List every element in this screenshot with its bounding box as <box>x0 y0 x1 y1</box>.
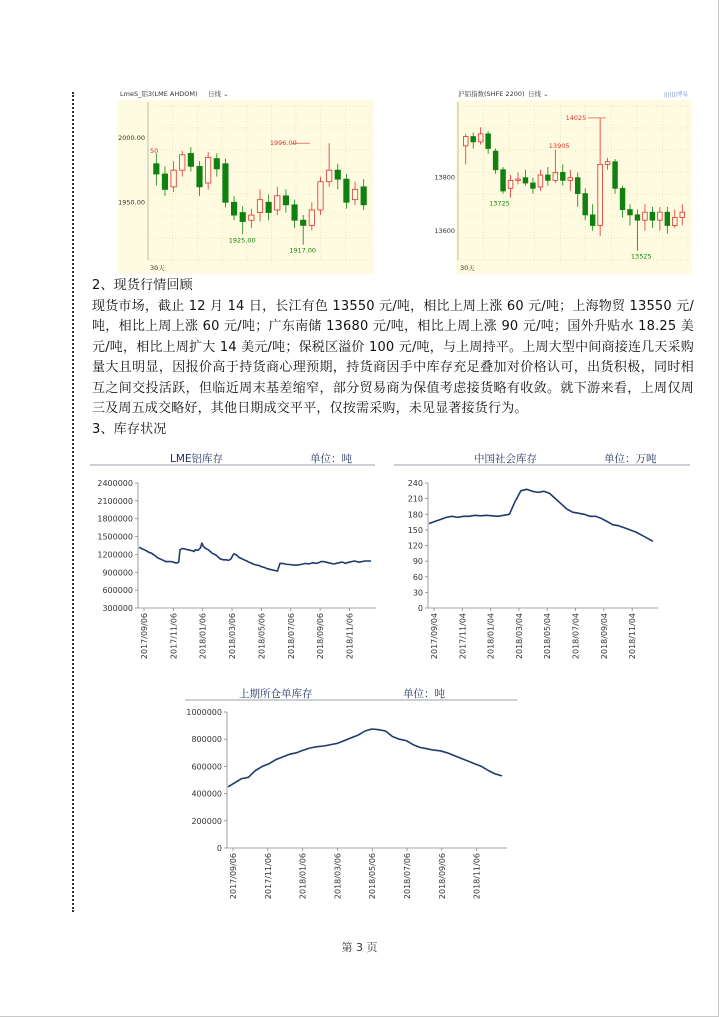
lme-aluminum-kline-panel <box>118 86 374 274</box>
chart-x-tick: 2018/07/06 <box>286 613 296 660</box>
shfe-aluminum-kline-panel <box>434 86 692 274</box>
chart-title: LME铝库存 <box>170 453 224 465</box>
chart-y-tick: 240 <box>407 479 423 488</box>
kline-title: 沪铝指数(SHFE 2200) <box>458 90 525 98</box>
kline-candle-body <box>501 170 506 191</box>
kline-y-tick: 13600 <box>434 226 455 235</box>
chart-y-tick: 1000000 <box>186 708 222 717</box>
kline-title: LmeS_铝3(LME AHDOM) <box>120 90 198 98</box>
lme-kline-svg <box>118 86 374 274</box>
china-social-inventory-chart <box>392 445 692 670</box>
kline-candle-body <box>249 215 254 220</box>
kline-candle-body <box>214 159 219 169</box>
chart-y-tick: 900000 <box>102 568 133 578</box>
chart-x-tick: 2018/09/04 <box>599 613 609 660</box>
chart-x-tick: 2018/05/06 <box>368 853 378 900</box>
kline-candle-body <box>590 215 595 226</box>
kline-candle-body <box>180 155 185 170</box>
kline-annotation: 1917.00 <box>289 246 317 255</box>
kline-candle-body <box>318 182 323 210</box>
chart-y-tick: 0 <box>417 604 423 613</box>
kline-candle-body <box>188 153 193 166</box>
chart-x-tick: 2017/09/06 <box>229 853 238 900</box>
kline-candle-body <box>650 212 655 220</box>
chart-unit: 单位：万吨 <box>604 453 657 465</box>
kline-period: 日线 ⌄ <box>208 90 229 98</box>
kline-annotation: 50 <box>150 146 159 155</box>
kline-candle-body <box>326 170 331 182</box>
chart-y-tick: 1200000 <box>97 550 133 560</box>
kline-plot-bg <box>118 100 374 274</box>
kline-candle-body <box>613 162 618 189</box>
kline-candle-body <box>309 210 314 225</box>
chart-y-tick: 1500000 <box>97 532 133 542</box>
kline-candle-body <box>361 187 366 205</box>
chart-series-line <box>228 729 502 787</box>
chart-series-line <box>139 543 371 571</box>
kline-candle-body <box>620 188 625 209</box>
chart-y-tick: 200000 <box>191 816 222 826</box>
kline-candle-body <box>493 151 498 170</box>
chart-y-tick: 400000 <box>191 789 222 799</box>
chart-y-tick: 800000 <box>191 735 222 745</box>
chart-y-tick: 600000 <box>102 586 133 596</box>
kline-candle-body <box>658 212 663 220</box>
kline-candle-body <box>154 164 159 174</box>
chart-unit: 单位：吨 <box>310 453 352 465</box>
kline-candle-body <box>531 183 536 188</box>
kline-candle-body <box>171 170 176 187</box>
chart-x-tick: 2018/07/04 <box>571 613 581 660</box>
kline-y-tick: 13800 <box>434 173 455 182</box>
kline-annotation: 13525 <box>630 252 652 261</box>
spot-market-section <box>92 276 694 440</box>
kline-annotation: 1996.00 <box>269 139 297 148</box>
chart-x-tick: 2017/11/06 <box>169 613 179 660</box>
kline-y-tick: 1950.00 <box>118 198 145 207</box>
kline-logo: |||||||博易 <box>664 92 688 98</box>
kline-candle-body <box>275 196 280 210</box>
chart-unit: 单位：吨 <box>403 688 445 700</box>
spot-market-paragraph: 现货市场，截止 12 月 14 日，长江有色 13550 元/吨，相比上周上涨 60 元/吨；上海物贸 13550 元/吨，相比上周上涨 60 元/吨；广东南储 13680 元/吨，相比上周上涨 90 元/吨；国外升贴水 18.25 美元/吨，相比上周扩大 14 美元/吨；保税区溢价 100 元/吨，与上周持平。上周大型中间商接连几天采购量大且明显，因报价高于持货商心理预期，持货商因手中库存充足叠加对价格认可，出货积极，同时相互之间交投活跃，但临近周末基差缩窄，部分贸易商为保值考虑接货略有收敛。就下游来看，上周仅周三及周五成交略好，其他日期成交平平，仅按需采购，未见显著接货行为。 <box>92 298 694 416</box>
kline-candle-body <box>672 218 677 226</box>
kline-candle-body <box>643 212 648 220</box>
chart-y-tick: 300000 <box>102 604 133 613</box>
kline-candle-body <box>335 170 340 179</box>
chart-x-tick: 2018/07/06 <box>403 853 413 900</box>
chart-x-tick: 2018/01/04 <box>486 613 496 660</box>
kline-candle-body <box>486 134 491 149</box>
shfe-kline-svg <box>434 86 692 274</box>
lme-inventory-chart <box>90 445 380 670</box>
kline-y-tick: 2000.00 <box>118 134 145 143</box>
chart-x-tick: 2018/01/06 <box>298 853 308 900</box>
chart-title: 上期所仓单库存 <box>239 688 313 700</box>
chart-y-tick: 1800000 <box>97 514 133 524</box>
kline-candle-body <box>598 164 603 225</box>
chart-y-tick: 120 <box>407 541 423 551</box>
kline-bottom-label: 30天 <box>460 264 475 272</box>
chart-y-tick: 2100000 <box>97 496 133 506</box>
chart-x-tick: 2018/03/06 <box>333 853 343 900</box>
kline-annotation: 14025 <box>565 113 587 122</box>
chart-y-tick: 60 <box>412 572 423 582</box>
chart-x-tick: 2018/05/04 <box>543 613 553 660</box>
chart-x-tick: 2018/09/06 <box>437 853 447 900</box>
kline-candle-body <box>162 174 167 189</box>
kline-candle-body <box>523 178 528 183</box>
shfe-warrant-inventory-chart <box>185 680 520 910</box>
kline-candle-body <box>240 213 245 222</box>
kline-annotation: 1925.00 <box>228 236 256 245</box>
chart-x-tick: 2017/11/04 <box>458 613 468 660</box>
kline-candle-body <box>583 194 588 215</box>
kline-plot-bg <box>456 100 692 274</box>
kline-candle-body <box>463 137 468 146</box>
page-number: 第 3 页 <box>341 941 378 954</box>
chart-y-tick: 90 <box>412 557 423 567</box>
kline-candle-body <box>197 166 202 187</box>
chart-x-tick: 2018/11/06 <box>472 853 482 900</box>
chart-y-tick: 210 <box>407 494 423 504</box>
kline-candle-body <box>516 179 521 180</box>
kline-candle-body <box>680 212 685 217</box>
chart-x-tick: 2018/11/06 <box>345 613 355 660</box>
chart-series-line <box>429 489 653 541</box>
kline-candle-body <box>575 178 580 194</box>
chart-x-tick: 2018/05/06 <box>257 613 267 660</box>
chart-title: 中国社会库存 <box>474 453 537 465</box>
chart-y-tick: 0 <box>216 844 222 853</box>
kline-candle-body <box>257 200 262 213</box>
chart-x-tick: 2018/09/06 <box>316 613 326 660</box>
kline-candle-body <box>231 202 236 215</box>
kline-candle-body <box>471 137 476 142</box>
chart-y-tick: 600000 <box>191 762 222 772</box>
kline-candle-body <box>628 210 633 215</box>
kline-bottom-label: 30天 <box>150 264 165 272</box>
kline-candle-body <box>560 172 565 180</box>
kline-candle-body <box>538 175 543 187</box>
kline-candle-body <box>223 164 228 203</box>
section-heading-spot: 2、现货行情回顾 <box>92 278 193 293</box>
kline-candle-body <box>266 202 271 212</box>
kline-period: 日线 ⌄ <box>528 90 549 98</box>
chart-x-tick: 2017/09/06 <box>140 613 149 660</box>
chart-x-tick: 2018/11/04 <box>628 613 638 660</box>
kline-annotation: 13905 <box>548 141 570 150</box>
kline-candle-body <box>605 162 610 165</box>
section-heading-inventory: 3、库存状况 <box>92 421 167 437</box>
kline-candle-body <box>546 175 551 180</box>
kline-candle-body <box>478 134 483 142</box>
chart-y-tick: 2400000 <box>97 479 133 488</box>
chart-x-tick: 2018/03/04 <box>514 613 524 660</box>
chart-y-tick: 30 <box>412 588 423 598</box>
kline-candle-body <box>508 180 513 188</box>
kline-candle-body <box>283 196 288 205</box>
kline-candle-body <box>665 212 670 225</box>
margin-dotted-line <box>72 92 74 912</box>
kline-candle-body <box>205 157 210 183</box>
chart-x-tick: 2017/09/04 <box>430 613 439 660</box>
kline-candle-body <box>568 178 573 181</box>
kline-candle-body <box>301 220 306 225</box>
chart-y-tick: 150 <box>407 525 423 535</box>
kline-annotation: 13725 <box>489 199 510 208</box>
kline-candle-body <box>635 215 640 220</box>
kline-candle-body <box>344 179 349 202</box>
kline-candle-body <box>292 205 297 220</box>
chart-y-tick: 180 <box>407 510 423 520</box>
chart-x-tick: 2018/03/06 <box>228 613 238 660</box>
kline-candle-body <box>553 172 558 180</box>
chart-x-tick: 2017/11/06 <box>263 853 273 900</box>
chart-x-tick: 2018/01/06 <box>198 613 208 660</box>
kline-candle-body <box>352 189 357 199</box>
